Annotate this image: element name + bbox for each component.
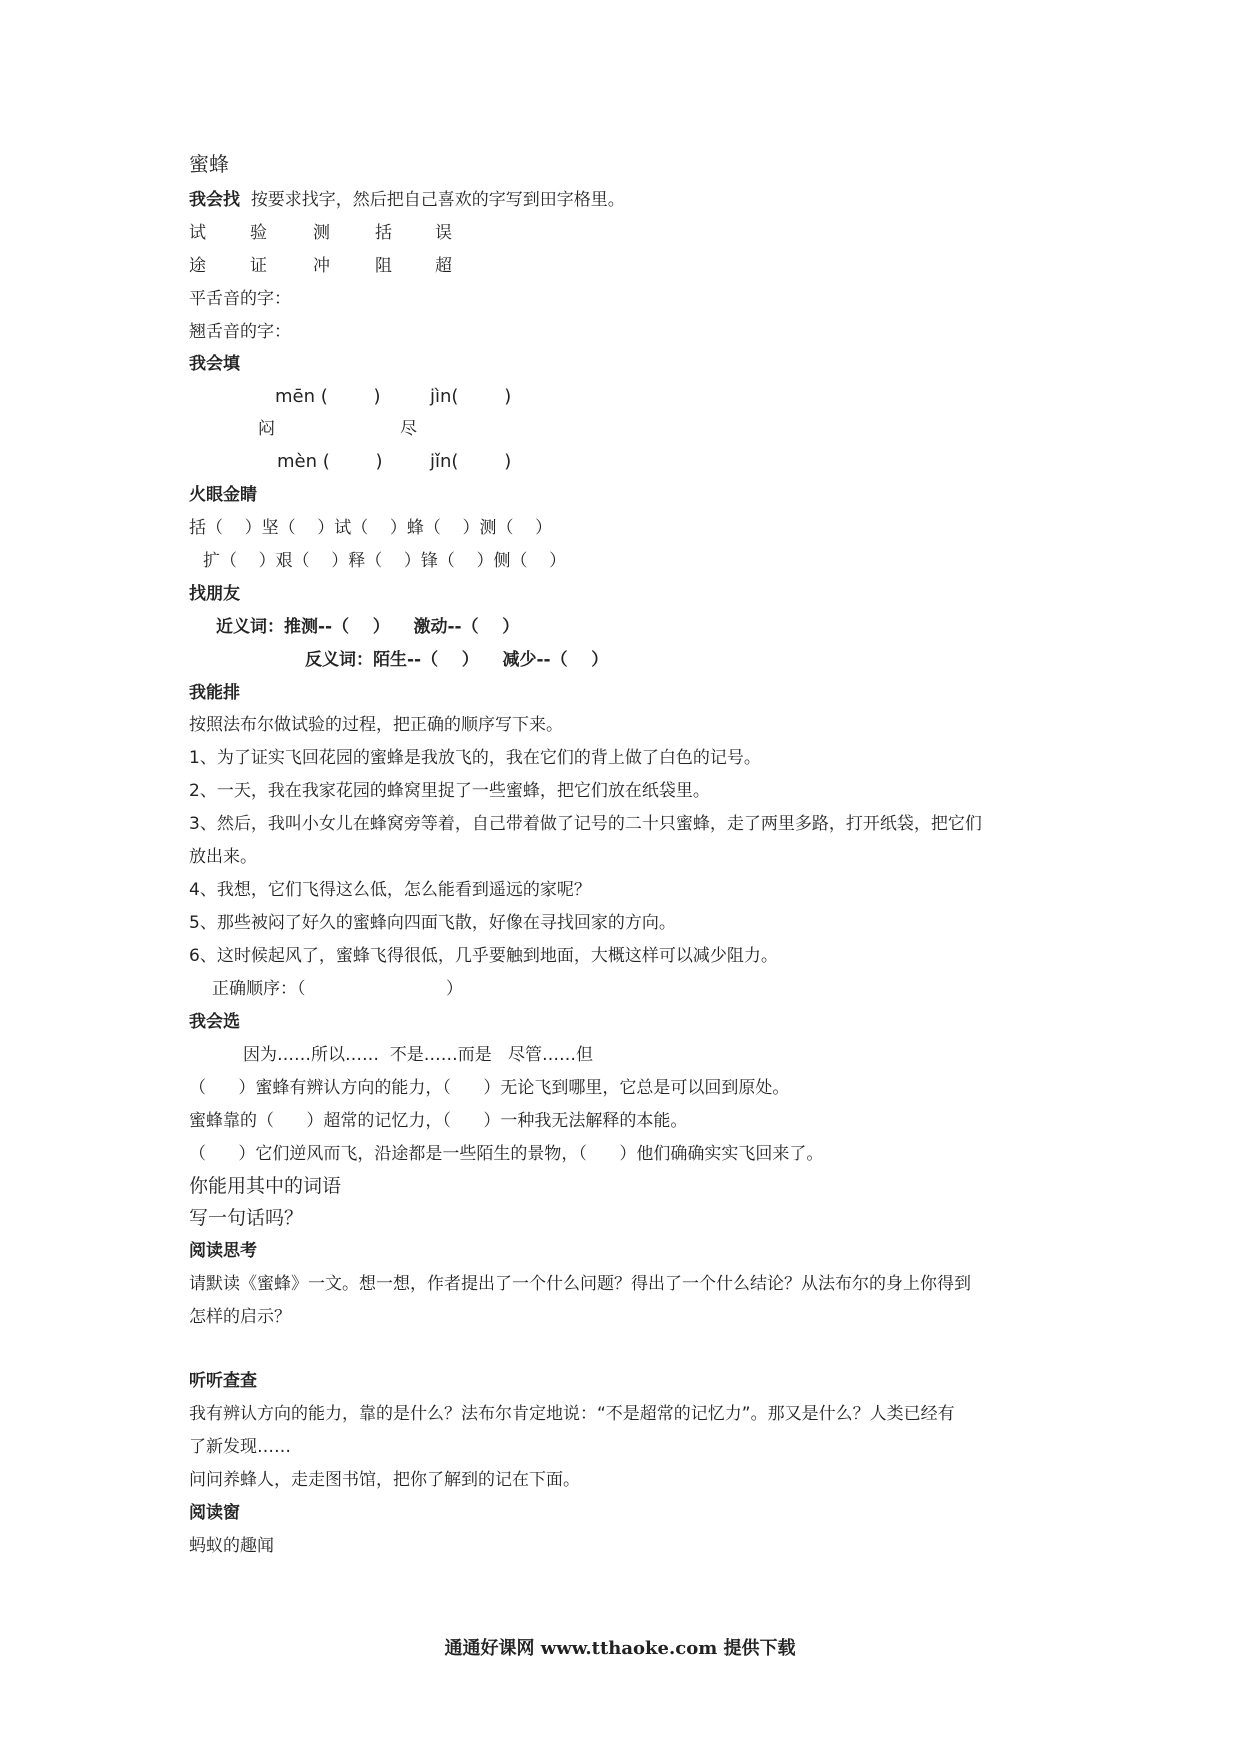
- window-heading: 阅读窗: [189, 1503, 240, 1523]
- think-heading: 阅读思考: [189, 1241, 257, 1261]
- char-cell: 验: [250, 223, 267, 243]
- page-title: 蜜蜂: [189, 152, 229, 176]
- char-men: 闷: [258, 419, 275, 439]
- find-instruction: 按要求找字，然后把自己喜欢的字写到田字格里。: [250, 190, 625, 210]
- list-item: 6、这时候起风了，蜜蜂飞得很低，几乎要触到地面，大概这样可以减少阻力。: [189, 946, 778, 966]
- choose-heading: 我会选: [189, 1012, 240, 1032]
- choose-options: 因为……所以…… 不是……而是 尽管……但: [243, 1045, 594, 1065]
- eyes-heading: 火眼金睛: [189, 485, 257, 505]
- order-heading: 我能排: [189, 683, 240, 703]
- char-cell: 证: [250, 256, 267, 276]
- order-answer: 正确顺序：（ ）: [212, 979, 463, 999]
- think-line-2: 怎样的启示？: [189, 1307, 291, 1327]
- list-item: 5、那些被闷了好久的蜜蜂向四面飞散，好像在寻找回家的方向。: [189, 913, 676, 933]
- char-cell: 括: [375, 223, 392, 243]
- listen-line-2: 了新发现……: [189, 1437, 291, 1457]
- listen-line-3: 问问养蜂人，走走图书馆，把你了解到的记在下面。: [189, 1470, 580, 1490]
- choose-sentence-3: （ ）它们逆风而飞，沿途都是一些陌生的景物，（ ）他们确确实实飞回来了。: [189, 1144, 824, 1164]
- window-line-1: 蚂蚁的趣闻: [189, 1536, 274, 1556]
- friends-heading: 找朋友: [189, 584, 240, 604]
- flat-tongue-label: 平舌音的字：: [189, 289, 291, 309]
- char-cell: 途: [189, 256, 206, 276]
- char-cell: 阻: [375, 256, 392, 276]
- listen-heading: 听听查查: [189, 1371, 257, 1391]
- eyes-row-1: 括（ ）坚（ ）试（ ）蜂（ ）测（ ）: [189, 518, 553, 538]
- choose-question-2: 写一句话吗？: [189, 1207, 304, 1229]
- char-cell: 冲: [313, 256, 330, 276]
- order-instruction: 按照法布尔做试验的过程，把正确的顺序写下来。: [189, 715, 563, 735]
- char-cell: 超: [435, 256, 452, 276]
- pinyin-jin3: jǐn( ): [430, 451, 512, 472]
- list-item: 4、我想，它们飞得这么低，怎么能看到遥远的家呢？: [189, 880, 591, 900]
- find-heading: 我会找: [189, 190, 240, 210]
- synonyms-line: 近义词：推测--（ ） 激动--（ ）: [216, 617, 520, 637]
- char-jin: 尽: [400, 419, 417, 439]
- choose-sentence-1: （ ）蜜蜂有辨认方向的能力，（ ）无论飞到哪里，它总是可以回到原处。: [189, 1078, 790, 1098]
- find-line: [189, 188, 625, 212]
- choose-question-1: 你能用其中的词语: [189, 1175, 342, 1197]
- choose-sentence-2: 蜜蜂靠的（ ）超常的记忆力，（ ）一种我无法解释的本能。: [189, 1111, 688, 1131]
- char-cell: 误: [435, 223, 452, 243]
- char-cell: 测: [313, 223, 330, 243]
- page-footer: 通通好课网 www.tthaoke.com 提供下载: [444, 1638, 796, 1659]
- list-item: 3、然后，我叫小女儿在蜂窝旁等着，自己带着做了记号的二十只蜜蜂，走了两里多路，打开纸袋，把它们: [189, 814, 982, 834]
- pinyin-men4: mèn ( ): [277, 451, 383, 472]
- think-line-1: 请默读《蜜蜂》一文。想一想，作者提出了一个什么问题？得出了一个什么结论？从法布尔的身上你得到: [189, 1274, 971, 1294]
- retroflex-label: 翘舌音的字：: [189, 322, 291, 342]
- antonyms-line: 反义词：陌生--（ ） 减少--（ ）: [305, 650, 609, 670]
- pinyin-men1: mēn ( ): [275, 386, 381, 407]
- list-item: 1、为了证实飞回花园的蜜蜂是我放飞的，我在它们的背上做了白色的记号。: [189, 748, 761, 768]
- list-item: 2、一天，我在我家花园的蜂窝里捉了一些蜜蜂，把它们放在纸袋里。: [189, 781, 710, 801]
- eyes-row-2: 扩（ ）艰（ ）释（ ）锋（ ）侧（ ）: [203, 551, 567, 571]
- list-item: 放出来。: [189, 847, 257, 867]
- listen-line-1: 我有辨认方向的能力，靠的是什么？法布尔肯定地说：“不是超常的记忆力”。那又是什么？人类已经有: [189, 1404, 955, 1424]
- char-cell: 试: [189, 223, 206, 243]
- pinyin-jin4: jìn( ): [430, 386, 512, 407]
- fill-heading: 我会填: [189, 354, 240, 374]
